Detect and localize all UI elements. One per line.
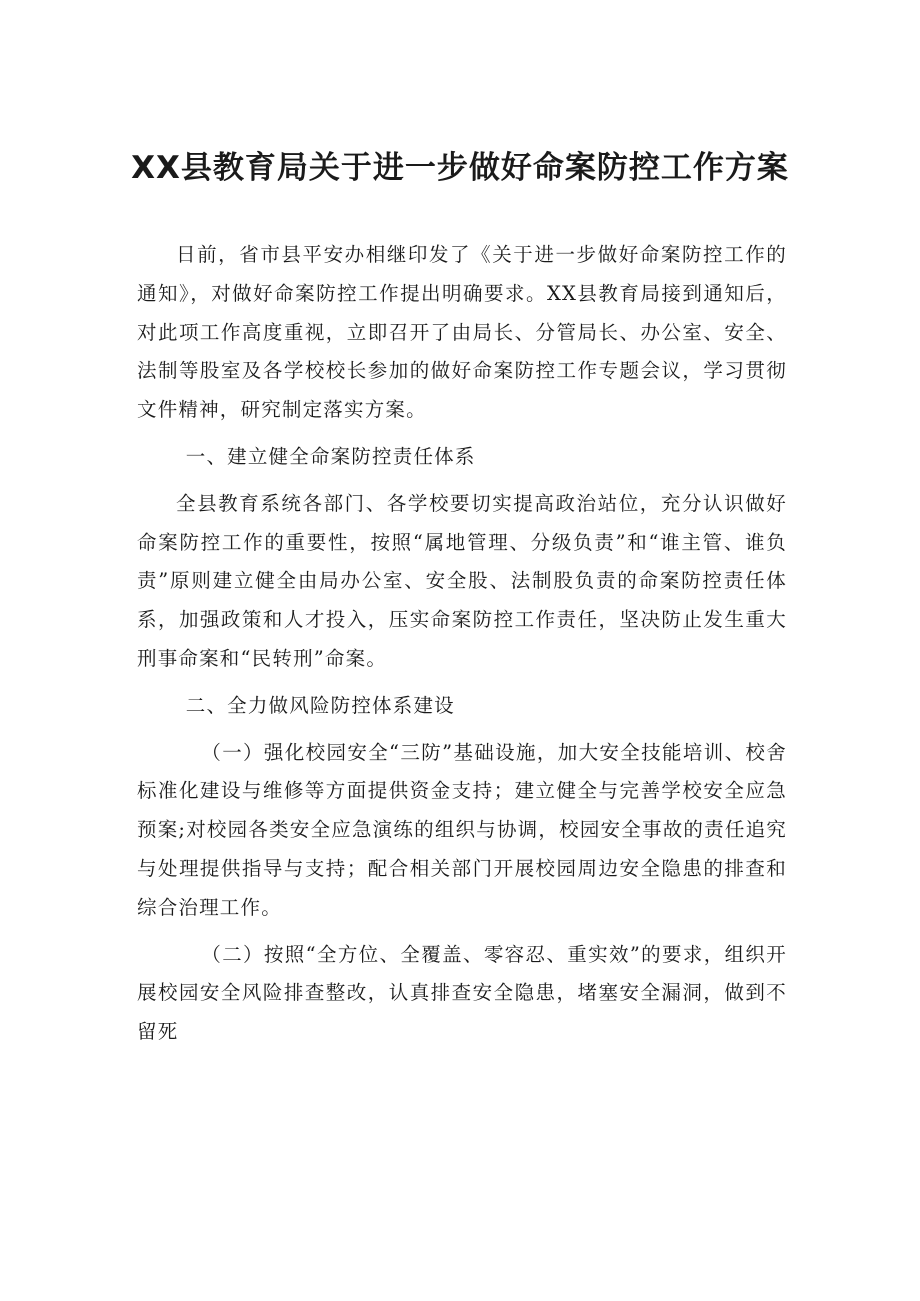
section-2-heading: 二、全力做风险防控体系建设 xyxy=(185,693,455,717)
intro-paragraph: 日前，省市县平安办相继印发了《关于进一步做好命案防控工作的通知》，对做好命案防控工作提出明确要求。XX县教育局接到通知后，对此项工作高度重视，立即召开了由局长、分管局长、办公室、安全、法制等股室及各学校校长参加的做好命案防控工作专题会议，学习贯彻文件精神，研究制定落实方案。 xyxy=(137,243,787,422)
document-title: XX县教育局关于进一步做好命案防控工作方案 xyxy=(131,150,789,186)
section-2-item-2: （二）按照“全方位、全覆盖、零容忍、重实效”的要求，组织开展校园安全风险排查整改，认真排查安全隐患，堵塞安全漏洞，做到不留死 xyxy=(137,942,787,1044)
section-1-heading: 一、建立健全命案防控责任体系 xyxy=(185,444,476,468)
section-1-paragraph: 全县教育系统各部门、各学校要切实提高政治站位，充分认识做好命案防控工作的重要性，按照“属地管理、分级负责”和“谁主管、谁负责”原则建立健全由局办公室、安全股、法制股负责的命案防控责任体系，加强政策和人才投入，压实命案防控工作责任，坚决防止发生重大刑事命案和“民转刑”命案。 xyxy=(137,491,787,670)
document-body xyxy=(137,236,787,1052)
section-2-item-1: （一）强化校园安全“三防”基础设施，加大安全技能培训、校舍标准化建设与维修等方面提供资金支持；建立健全与完善学校安全应急预案;对校园各类安全应急演练的组织与协调，校园安全事故的责任追究与处理提供指导与支持；配合相关部门开展校园周边安全隐患的排查和综合治理工作。 xyxy=(137,740,787,919)
